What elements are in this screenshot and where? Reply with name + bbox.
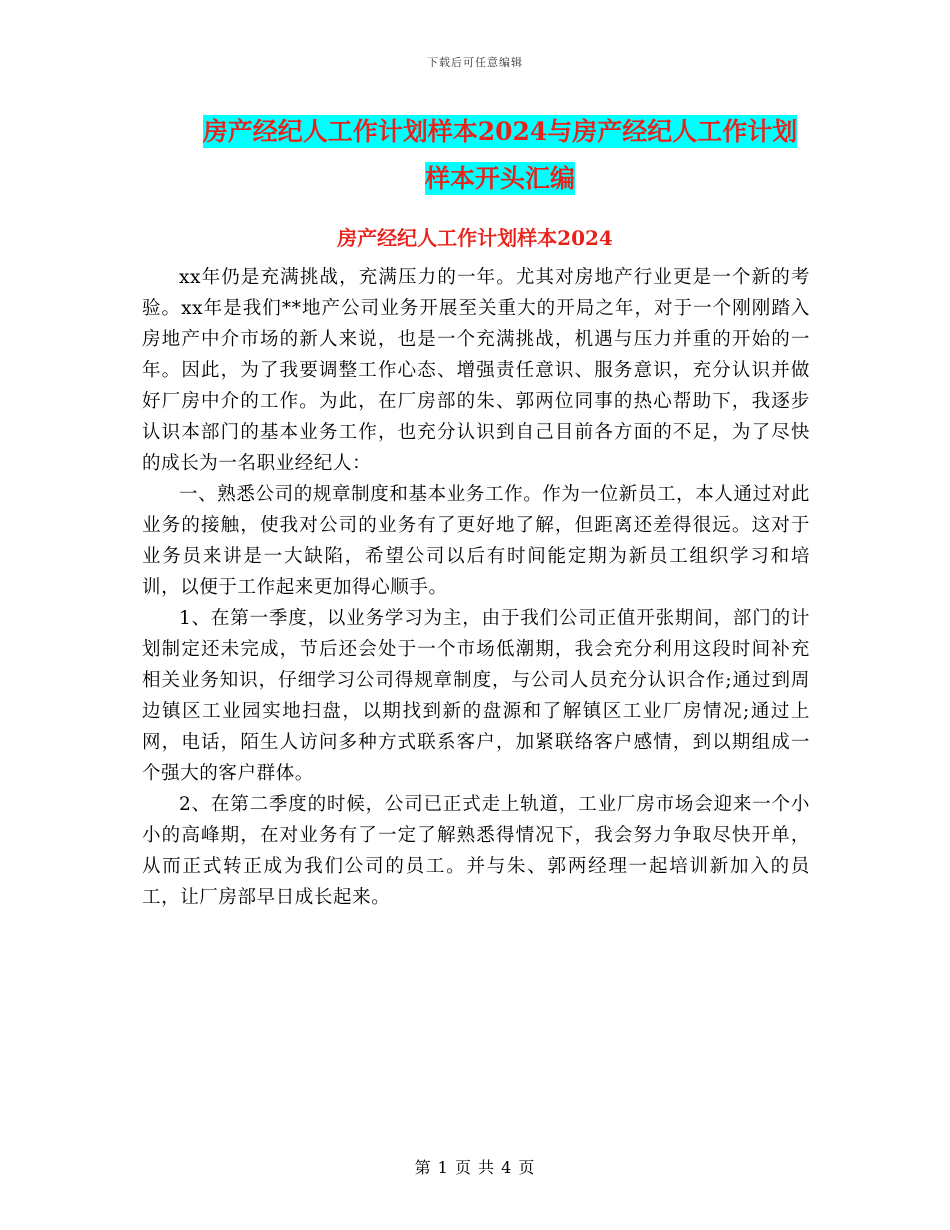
document-title-line-2: 样本开头汇编	[424, 164, 575, 193]
header-note: 下载后可任意编辑	[427, 56, 523, 69]
document-body	[142, 262, 810, 913]
document-title-line-1: 房产经纪人工作计划样本2024与房产经纪人工作计划	[202, 117, 798, 146]
paragraph: 一、熟悉公司的规章制度和基本业务工作。作为一位新员工，本人通过对此业务的接触，使我对公司的业务有了更好地了解，但距离还差得很远。这对于业务员来讲是一大缺陷，希望公司以后有时间能定期为新员工组织学习和培训，以便于工作起来更加得心顺手。	[142, 484, 810, 598]
document-title	[140, 108, 860, 202]
page-number-footer: 第 1 页 共 4 页	[414, 1158, 536, 1177]
paragraph: xx年仍是充满挑战，充满压力的一年。尤其对房地产行业更是一个新的考验。xx年是我们**地产公司业务开展至关重大的开局之年，对于一个刚刚踏入房地产中介市场的新人来说，也是一个充满挑战，机遇与压力并重的开始的一年。因此，为了我要调整工作心态、增强责任意识、服务意识，充分认识并做好厂房中介的工作。为此，在厂房部的朱、郭两位同事的热心帮助下，我逐步认识本部门的基本业务工作，也充分认识到自己目前各方面的不足，为了尽快的成长为一名职业经纪人：	[142, 267, 810, 474]
section-title: 房产经纪人工作计划样本2024	[337, 226, 613, 250]
paragraph: 1、在第一季度，以业务学习为主，由于我们公司正值开张期间，部门的计划制定还未完成，节后还会处于一个市场低潮期，我会充分利用这段时间补充相关业务知识，仔细学习公司得规章制度，与公司人员充分认识合作;通过到周边镇区工业园实地扫盘，以期找到新的盘源和了解镇区工业厂房情况;通过上网，电话，陌生人访问多种方式联系客户，加紧联络客户感情，到以期组成一个强大的客户群体。	[142, 608, 810, 784]
paragraph: 2、在第二季度的时候，公司已正式走上轨道，工业厂房市场会迎来一个小小的高峰期，在对业务有了一定了解熟悉得情况下，我会努力争取尽快开单，从而正式转正成为我们公司的员工。并与朱、郭两经理一起培训新加入的员工，让厂房部早日成长起来。	[142, 794, 810, 908]
